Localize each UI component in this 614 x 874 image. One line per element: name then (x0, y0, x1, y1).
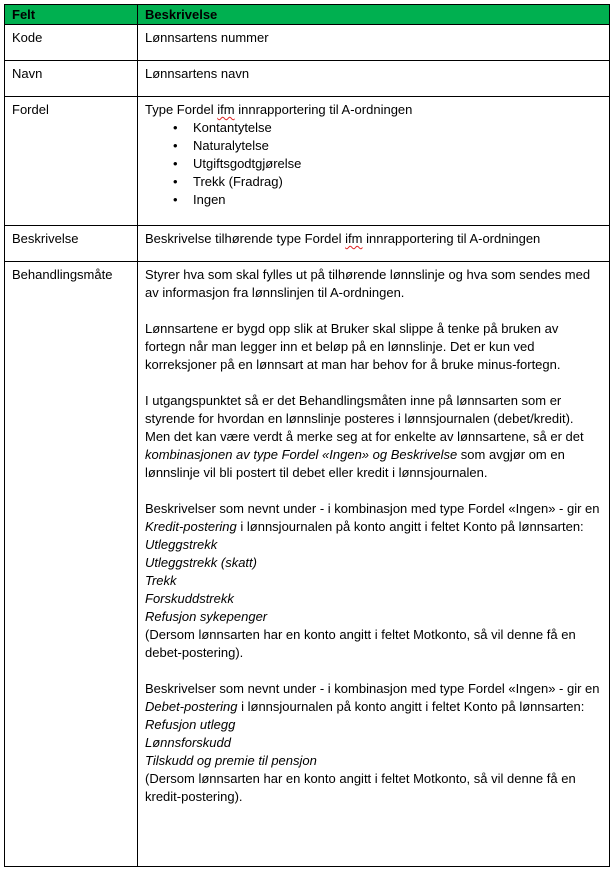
paragraph: Beskrivelser som nevnt under - i kombinasjon med type Fordel «Ingen» - gir en Debet-postering i lønnsjournalen på konto angitt i feltet Konto på lønnsarten: (145, 681, 600, 714)
table-row-navn (5, 61, 610, 97)
kredit-item: Trekk (145, 573, 177, 588)
debet-item: Tilskudd og premie til pensjon (145, 753, 317, 768)
header-felt: Felt (5, 5, 138, 25)
felt-navn: Navn (5, 61, 138, 97)
paragraph-note: (Dersom lønnsarten har en konto angitt i feltet Motkonto, så vil denne få en debet-postering). (145, 627, 576, 660)
list-item: • Ingen (193, 191, 602, 209)
beskrivelse-fordel (138, 97, 610, 226)
beskrivelse-kode: Lønnsartens nummer (138, 25, 610, 61)
paragraph: Styrer hva som skal fylles ut på tilhørende lønnslinje og hva som sendes med av informasjon fra lønnslinjen til A-ordningen. (145, 267, 591, 300)
paragraph-note: (Dersom lønnsarten har en konto angitt i feltet Motkonto, så vil denne få en kredit-postering). (145, 771, 576, 804)
kredit-item: Utleggstrekk (145, 537, 218, 552)
felt-behandlingsmate: Behandlingsmåte (5, 262, 138, 867)
paragraph: Beskrivelser som nevnt under - i kombinasjon med type Fordel «Ingen» - gir en Kredit-postering i lønnsjournalen på konto angitt i feltet Konto på lønnsarten: (145, 501, 600, 534)
kredit-item: Forskuddstrekk (145, 591, 234, 606)
table-row-kode (5, 25, 610, 61)
table-row-behandlingsmate (5, 262, 610, 867)
debet-item: Refusjon utlegg (145, 717, 236, 732)
list-item: • Naturalytelse (193, 137, 602, 155)
table-header-row (5, 5, 610, 25)
list-item: • Utgiftsgodtgjørelse (193, 155, 602, 173)
paragraph: Lønnsartene er bygd opp slik at Bruker skal slippe å tenke på bruken av fortegn når man legger inn et beløp på en lønnslinje. Det er kun ved korreksjoner på en lønnsart at man har behov for å bruke minus-fortegn. (145, 321, 561, 372)
debet-item: Lønnsforskudd (145, 735, 231, 750)
list-item: • Trekk (Fradrag) (193, 173, 602, 191)
kredit-item: Utleggstrekk (skatt) (145, 555, 257, 570)
felt-beskrivelse: Beskrivelse (5, 226, 138, 262)
beskrivelse-behandlingsmate (138, 262, 610, 867)
kredit-item: Refusjon sykepenger (145, 609, 268, 624)
list-item: • Kontantytelse (193, 119, 602, 137)
fordel-type-list (145, 119, 602, 209)
paragraph: I utgangspunktet så er det Behandlingsmåten inne på lønnsarten som er styrende for hvordan en lønnslinje posteres i lønnsjournalen (debet/kredit). Men det kan være verdt å merke seg at for enkelte av lønnsartene, så er det kombinasjonen av type Fordel «Ingen» og Beskrivelse som avgjør om en lønnslinje vil bli postert til debet eller kredit i lønnsjournalen. (145, 393, 584, 480)
field-description-table (4, 4, 610, 867)
felt-kode: Kode (5, 25, 138, 61)
table-row-fordel (5, 97, 610, 226)
fordel-intro: Type Fordel ifm innrapportering til A-ordningen (145, 102, 413, 117)
beskrivelse-navn: Lønnsartens navn (138, 61, 610, 97)
header-beskrivelse: Beskrivelse (138, 5, 610, 25)
beskrivelse-beskrivelse: Beskrivelse tilhørende type Fordel ifm innrapportering til A-ordningen (138, 226, 610, 262)
felt-fordel: Fordel (5, 97, 138, 226)
table-row-beskrivelse (5, 226, 610, 262)
